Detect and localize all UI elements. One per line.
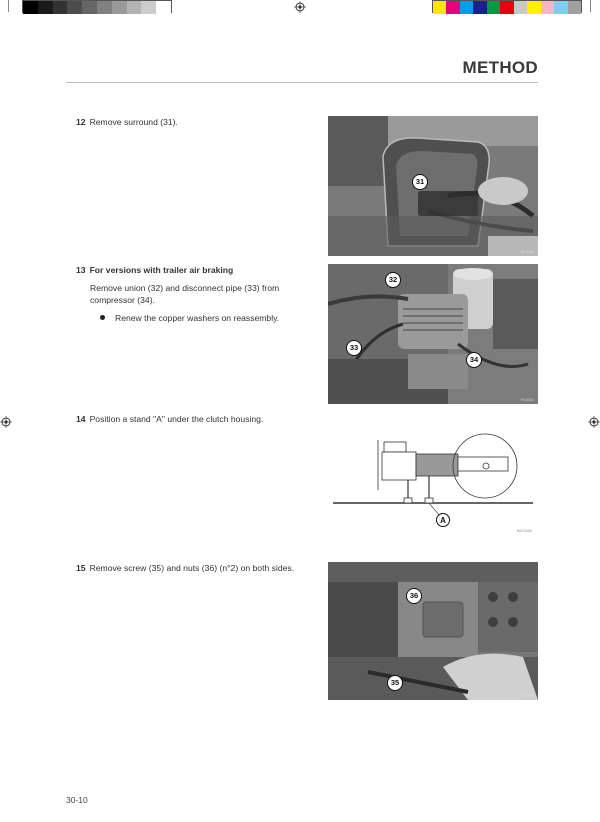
photo-code: F0-0343 xyxy=(520,694,534,698)
step-13-text: Remove union (32) and disconnect pipe (33) from compressor (34). xyxy=(90,283,280,305)
callout-A: A xyxy=(440,516,446,525)
grayscale-swatch xyxy=(156,1,171,14)
grayscale-swatch xyxy=(38,1,53,14)
step-13 xyxy=(76,264,326,276)
color-swatch xyxy=(527,1,540,14)
photo-code: F0-0341 xyxy=(520,250,534,254)
grayscale-swatch xyxy=(67,1,82,14)
photo-step-15 xyxy=(328,562,538,700)
color-swatch xyxy=(514,1,527,14)
header-divider xyxy=(66,82,538,83)
callout-31: 31 xyxy=(412,174,428,190)
registration-mark-left xyxy=(0,416,12,428)
callout-35: 35 xyxy=(387,675,403,691)
step-number: 15 xyxy=(76,563,86,573)
step-text: Position a stand "A" under the clutch housing. xyxy=(89,414,264,424)
color-swatch xyxy=(568,1,581,14)
stand-diagram xyxy=(328,430,538,540)
step-title: For versions with trailer air braking xyxy=(89,265,234,275)
photo-code: F0-0342 xyxy=(520,398,534,402)
grayscale-swatch xyxy=(127,1,142,14)
section-heading: METHOD xyxy=(462,58,538,77)
step-number: 13 xyxy=(76,265,86,275)
grayscale-bar xyxy=(22,0,172,13)
color-swatch xyxy=(446,1,459,14)
color-swatch xyxy=(433,1,446,14)
step-13-bullet xyxy=(100,312,279,324)
color-swatch xyxy=(554,1,567,14)
color-swatch xyxy=(500,1,513,14)
color-swatch xyxy=(487,1,500,14)
color-swatch xyxy=(460,1,473,14)
color-bar xyxy=(432,0,582,13)
step-number: 14 xyxy=(76,414,86,424)
step-15 xyxy=(76,562,326,574)
trim-mark xyxy=(590,0,591,12)
grayscale-swatch xyxy=(97,1,112,14)
grayscale-swatch xyxy=(141,1,156,14)
step-text: Remove screw (35) and nuts (36) (n°2) on both sides. xyxy=(89,563,295,573)
step-text: Remove surround (31). xyxy=(89,117,178,127)
callout-36: 36 xyxy=(406,588,422,604)
diagram-code: B0C0406 xyxy=(517,529,532,533)
grayscale-swatch xyxy=(82,1,97,14)
color-swatch xyxy=(473,1,486,14)
grayscale-swatch xyxy=(23,1,38,14)
photo-step-13 xyxy=(328,264,538,404)
bullet-icon xyxy=(100,315,105,320)
callout-34: 34 xyxy=(466,352,482,368)
step-number: 12 xyxy=(76,117,86,127)
registration-mark-top xyxy=(294,1,306,13)
callout-33: 33 xyxy=(346,340,362,356)
trim-mark xyxy=(8,0,9,12)
registration-mark-right xyxy=(588,416,600,428)
photo-step-12 xyxy=(328,116,538,256)
callout-32: 32 xyxy=(385,272,401,288)
grayscale-swatch xyxy=(112,1,127,14)
bullet-text: Renew the copper washers on reassembly. xyxy=(115,313,280,323)
color-swatch xyxy=(541,1,554,14)
step-14 xyxy=(76,413,326,425)
page-number: 30-10 xyxy=(66,795,88,805)
grayscale-swatch xyxy=(53,1,68,14)
step-12 xyxy=(76,116,326,128)
